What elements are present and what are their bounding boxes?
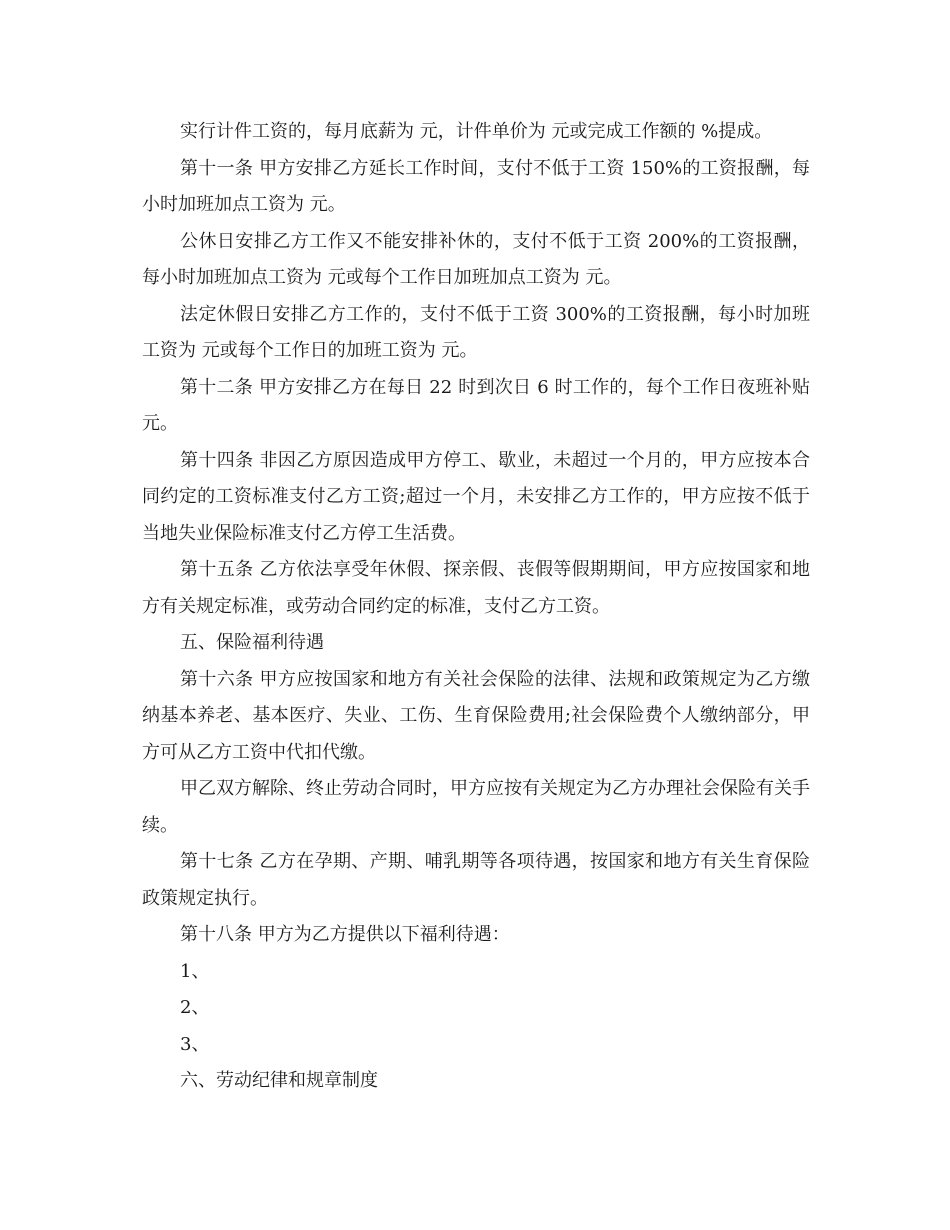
paragraph-article-12: 第十二条 甲方安排乙方在每日 22 时到次日 6 时工作的，每个工作日夜班补贴 元。: [142, 376, 810, 434]
document-page: [142, 114, 810, 1100]
paragraph-article-14: 第十四条 非因乙方原因造成甲方停工、歇业，未超过一个月的，甲方应按本合同约定的工资标准支付乙方工资;超过一个月，未安排乙方工作的，甲方应按不低于当地失业保险标准支付乙方停工生活费。: [142, 449, 810, 544]
paragraph-article-18: 第十八条 甲方为乙方提供以下福利待遇：: [180, 924, 510, 945]
paragraph-holiday-overtime: 法定休假日安排乙方工作的，支付不低于工资 300%的工资报酬，每小时加班工资为 元或每个工作日的加班工资为 元。: [142, 303, 810, 361]
list-item-3: 3、: [180, 1033, 210, 1055]
paragraph-article-17: 第十七条 乙方在孕期、产期、哺乳期等各项待遇，按国家和地方有关生育保险政策规定执行。: [142, 851, 810, 909]
paragraph-termination-insurance: 甲乙双方解除、终止劳动合同时，甲方应按有关规定为乙方办理社会保险有关手续。: [142, 778, 810, 836]
paragraph-rest-day-overtime: 公休日安排乙方工作又不能安排补休的，支付不低于工资 200%的工资报酬，每小时加班加点工资为 元或每个工作日加班加点工资为 元。: [142, 230, 810, 288]
list-item-1: 1、: [180, 960, 210, 982]
section-heading-insurance-welfare: 五、保险福利待遇: [180, 632, 324, 653]
list-item-2: 2、: [180, 997, 210, 1018]
section-heading-labor-discipline: 六、劳动纪律和规章制度: [180, 1070, 378, 1091]
paragraph-article-16: 第十六条 甲方应按国家和地方有关社会保险的法律、法规和政策规定为乙方缴纳基本养老、基本医疗、失业、工伤、生育保险费用;社会保险费个人缴纳部分，甲方可从乙方工资中代扣代缴。: [142, 668, 810, 763]
paragraph-article-15: 第十五条 乙方依法享受年休假、探亲假、丧假等假期期间，甲方应按国家和地方有关规定标准，或劳动合同约定的标准，支付乙方工资。: [142, 559, 810, 617]
paragraph-piecework-wage: 实行计件工资的，每月底薪为 元，计件单价为 元或完成工作额的 %提成。: [180, 121, 773, 142]
paragraph-article-11: 第十一条 甲方安排乙方延长工作时间，支付不低于工资 150%的工资报酬，每小时加班加点工资为 元。: [142, 157, 810, 215]
